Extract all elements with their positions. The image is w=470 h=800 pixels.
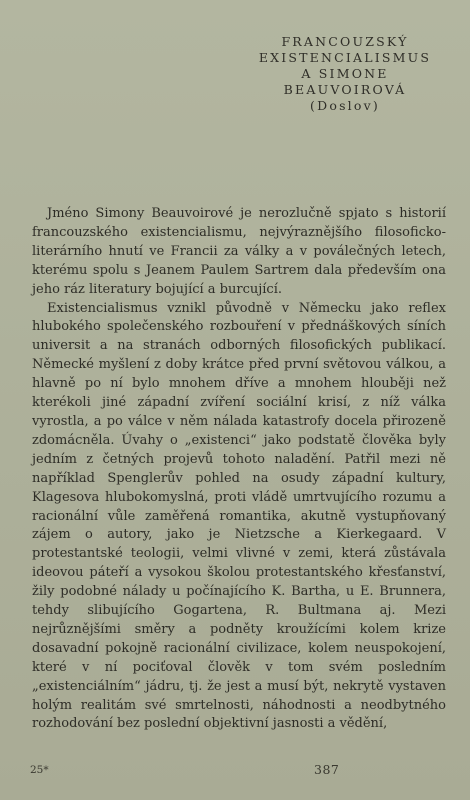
heading-line-2: EXISTENCIALISMUS — [258, 50, 432, 65]
page-number: 387 — [314, 762, 340, 777]
heading-line-1: FRANCOUZSKÝ — [281, 34, 409, 49]
paragraph-1: Jméno Simony Beauvoirové je nerozlučně spjato s historií francouzského existencialismu, nejvýraznějšího filosoficko-literárního hnutí ve Francii za války a v poválečných letech, kterému spolu s Jeanem Paulem Sartrem dala především ona jeho ráz literatury bojující a burcující. — [32, 206, 446, 297]
paragraph-2: Existencialismus vznikl původně v Německu jako reflex hlubokého společenského rozbouření v přednáškových síních universit a na stranách odborných filosofických publikací. Německé myšlení z doby krátce před první světovou válkou, a hlavně po ní bylo mnohem dříve a mnohem hlouběji než kterékoli jiné západní zvíření sociální krisí, z níž válka vyrostla, a po válce v něm nálada katastrofy docela přirozeně zdomácněla. Úvahy o „existenci“ jako podstatě člověka byly jedním z četných projevů tohoto naladění. Patřil mezi ně například Spenglerův pohled na osudy západní kultury, Klagesova hlubokomyslná, proti vládě umrtvujícího rozumu a racionální vůle zaměřená romantika, akutně vystupňovaný zájem o autory, jako je Nietzsche a Kierkegaard. V protestantské teologii, velmi vlivné v zemi, která zůstávala ideovou páteří a vysokou školou protestantského křesťanství, žily podobné nálady u počínajícího K. Bartha, u E. Brunnera, tehdy slibujícího Gogartena, R. Bultmana aj. Mezi nejrůznějšími směry a podněty kroužícími kolem krize dosavadní pokojně racionální civilizace, kolem neuspokojení, které v ní pociťoval člověk v tom svém posledním „existenciálním“ jádru, tj. že jest a musí být, nekrytě vystaven holým realitám své smrtelnosti, náhodnosti a neodbytného rozhodování bez poslední objektivní jasnosti a vědění, — [32, 300, 446, 732]
body-text — [32, 205, 446, 734]
signature-mark: 25* — [30, 764, 49, 776]
chapter-heading — [250, 34, 440, 114]
heading-line-4: BEAUVOIROVÁ — [283, 82, 407, 97]
heading-line-5: (Doslov) — [310, 98, 380, 113]
heading-line-3: A SIMONE — [301, 66, 389, 81]
